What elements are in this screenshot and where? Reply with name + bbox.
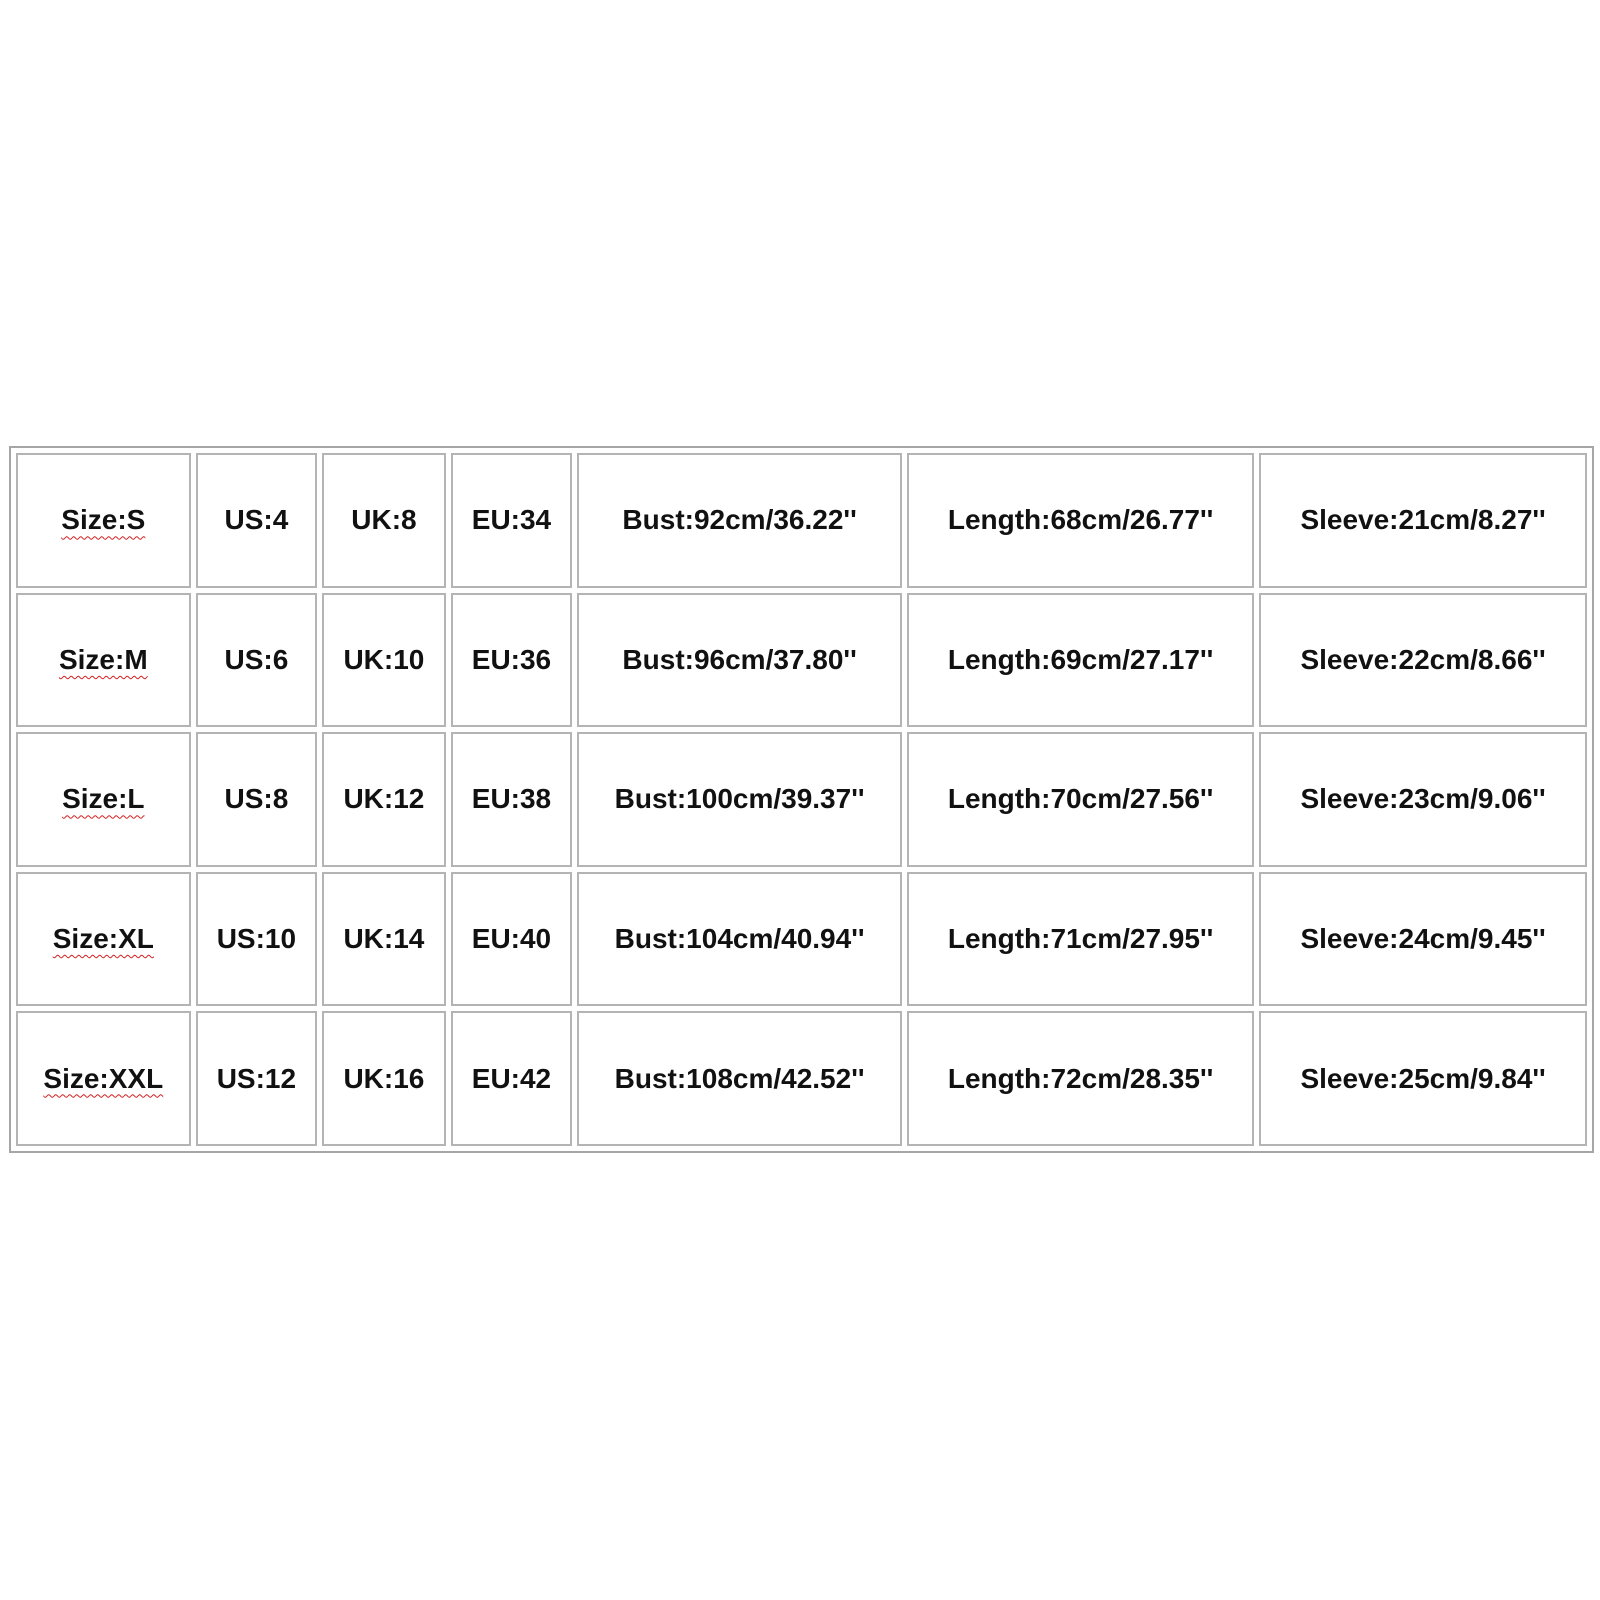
eu-size-cell: EU:34 xyxy=(451,453,573,588)
table-row xyxy=(16,872,1587,1007)
bust-cell: Bust:92cm/36.22'' xyxy=(577,453,902,588)
size-cell xyxy=(16,453,191,588)
length-cell: Length:70cm/27.56'' xyxy=(907,732,1254,867)
bust-cell: Bust:108cm/42.52'' xyxy=(577,1011,902,1146)
uk-size-cell: UK:14 xyxy=(322,872,446,1007)
size-chart-table xyxy=(9,446,1594,1153)
size-label: Size:XXL xyxy=(43,1062,164,1094)
size-label: Size:XL xyxy=(52,923,154,955)
sleeve-cell: Sleeve:24cm/9.45'' xyxy=(1259,872,1587,1007)
length-cell: Length:69cm/27.17'' xyxy=(907,593,1254,728)
size-label: Size:L xyxy=(62,783,145,815)
us-size-cell: US:6 xyxy=(196,593,318,728)
eu-size-cell: EU:36 xyxy=(451,593,573,728)
us-size-cell: US:12 xyxy=(196,1011,318,1146)
table-row xyxy=(16,1011,1587,1146)
sleeve-cell: Sleeve:25cm/9.84'' xyxy=(1259,1011,1587,1146)
eu-size-cell: EU:40 xyxy=(451,872,573,1007)
table-row xyxy=(16,732,1587,867)
length-cell: Length:72cm/28.35'' xyxy=(907,1011,1254,1146)
us-size-cell: US:10 xyxy=(196,872,318,1007)
bust-cell: Bust:104cm/40.94'' xyxy=(577,872,902,1007)
size-cell xyxy=(16,1011,191,1146)
sleeve-cell: Sleeve:23cm/9.06'' xyxy=(1259,732,1587,867)
size-cell xyxy=(16,593,191,728)
sleeve-cell: Sleeve:21cm/8.27'' xyxy=(1259,453,1587,588)
bust-cell: Bust:96cm/37.80'' xyxy=(577,593,902,728)
eu-size-cell: EU:42 xyxy=(451,1011,573,1146)
size-cell xyxy=(16,872,191,1007)
sleeve-cell: Sleeve:22cm/8.66'' xyxy=(1259,593,1587,728)
table-row xyxy=(16,453,1587,588)
uk-size-cell: UK:10 xyxy=(322,593,446,728)
eu-size-cell: EU:38 xyxy=(451,732,573,867)
us-size-cell: US:4 xyxy=(196,453,318,588)
uk-size-cell: UK:8 xyxy=(322,453,446,588)
size-label: Size:M xyxy=(58,643,148,675)
length-cell: Length:68cm/26.77'' xyxy=(907,453,1254,588)
us-size-cell: US:8 xyxy=(196,732,318,867)
size-cell xyxy=(16,732,191,867)
table-row xyxy=(16,593,1587,728)
uk-size-cell: UK:12 xyxy=(322,732,446,867)
bust-cell: Bust:100cm/39.37'' xyxy=(577,732,902,867)
uk-size-cell: UK:16 xyxy=(322,1011,446,1146)
size-label: Size:S xyxy=(61,504,146,536)
length-cell: Length:71cm/27.95'' xyxy=(907,872,1254,1007)
